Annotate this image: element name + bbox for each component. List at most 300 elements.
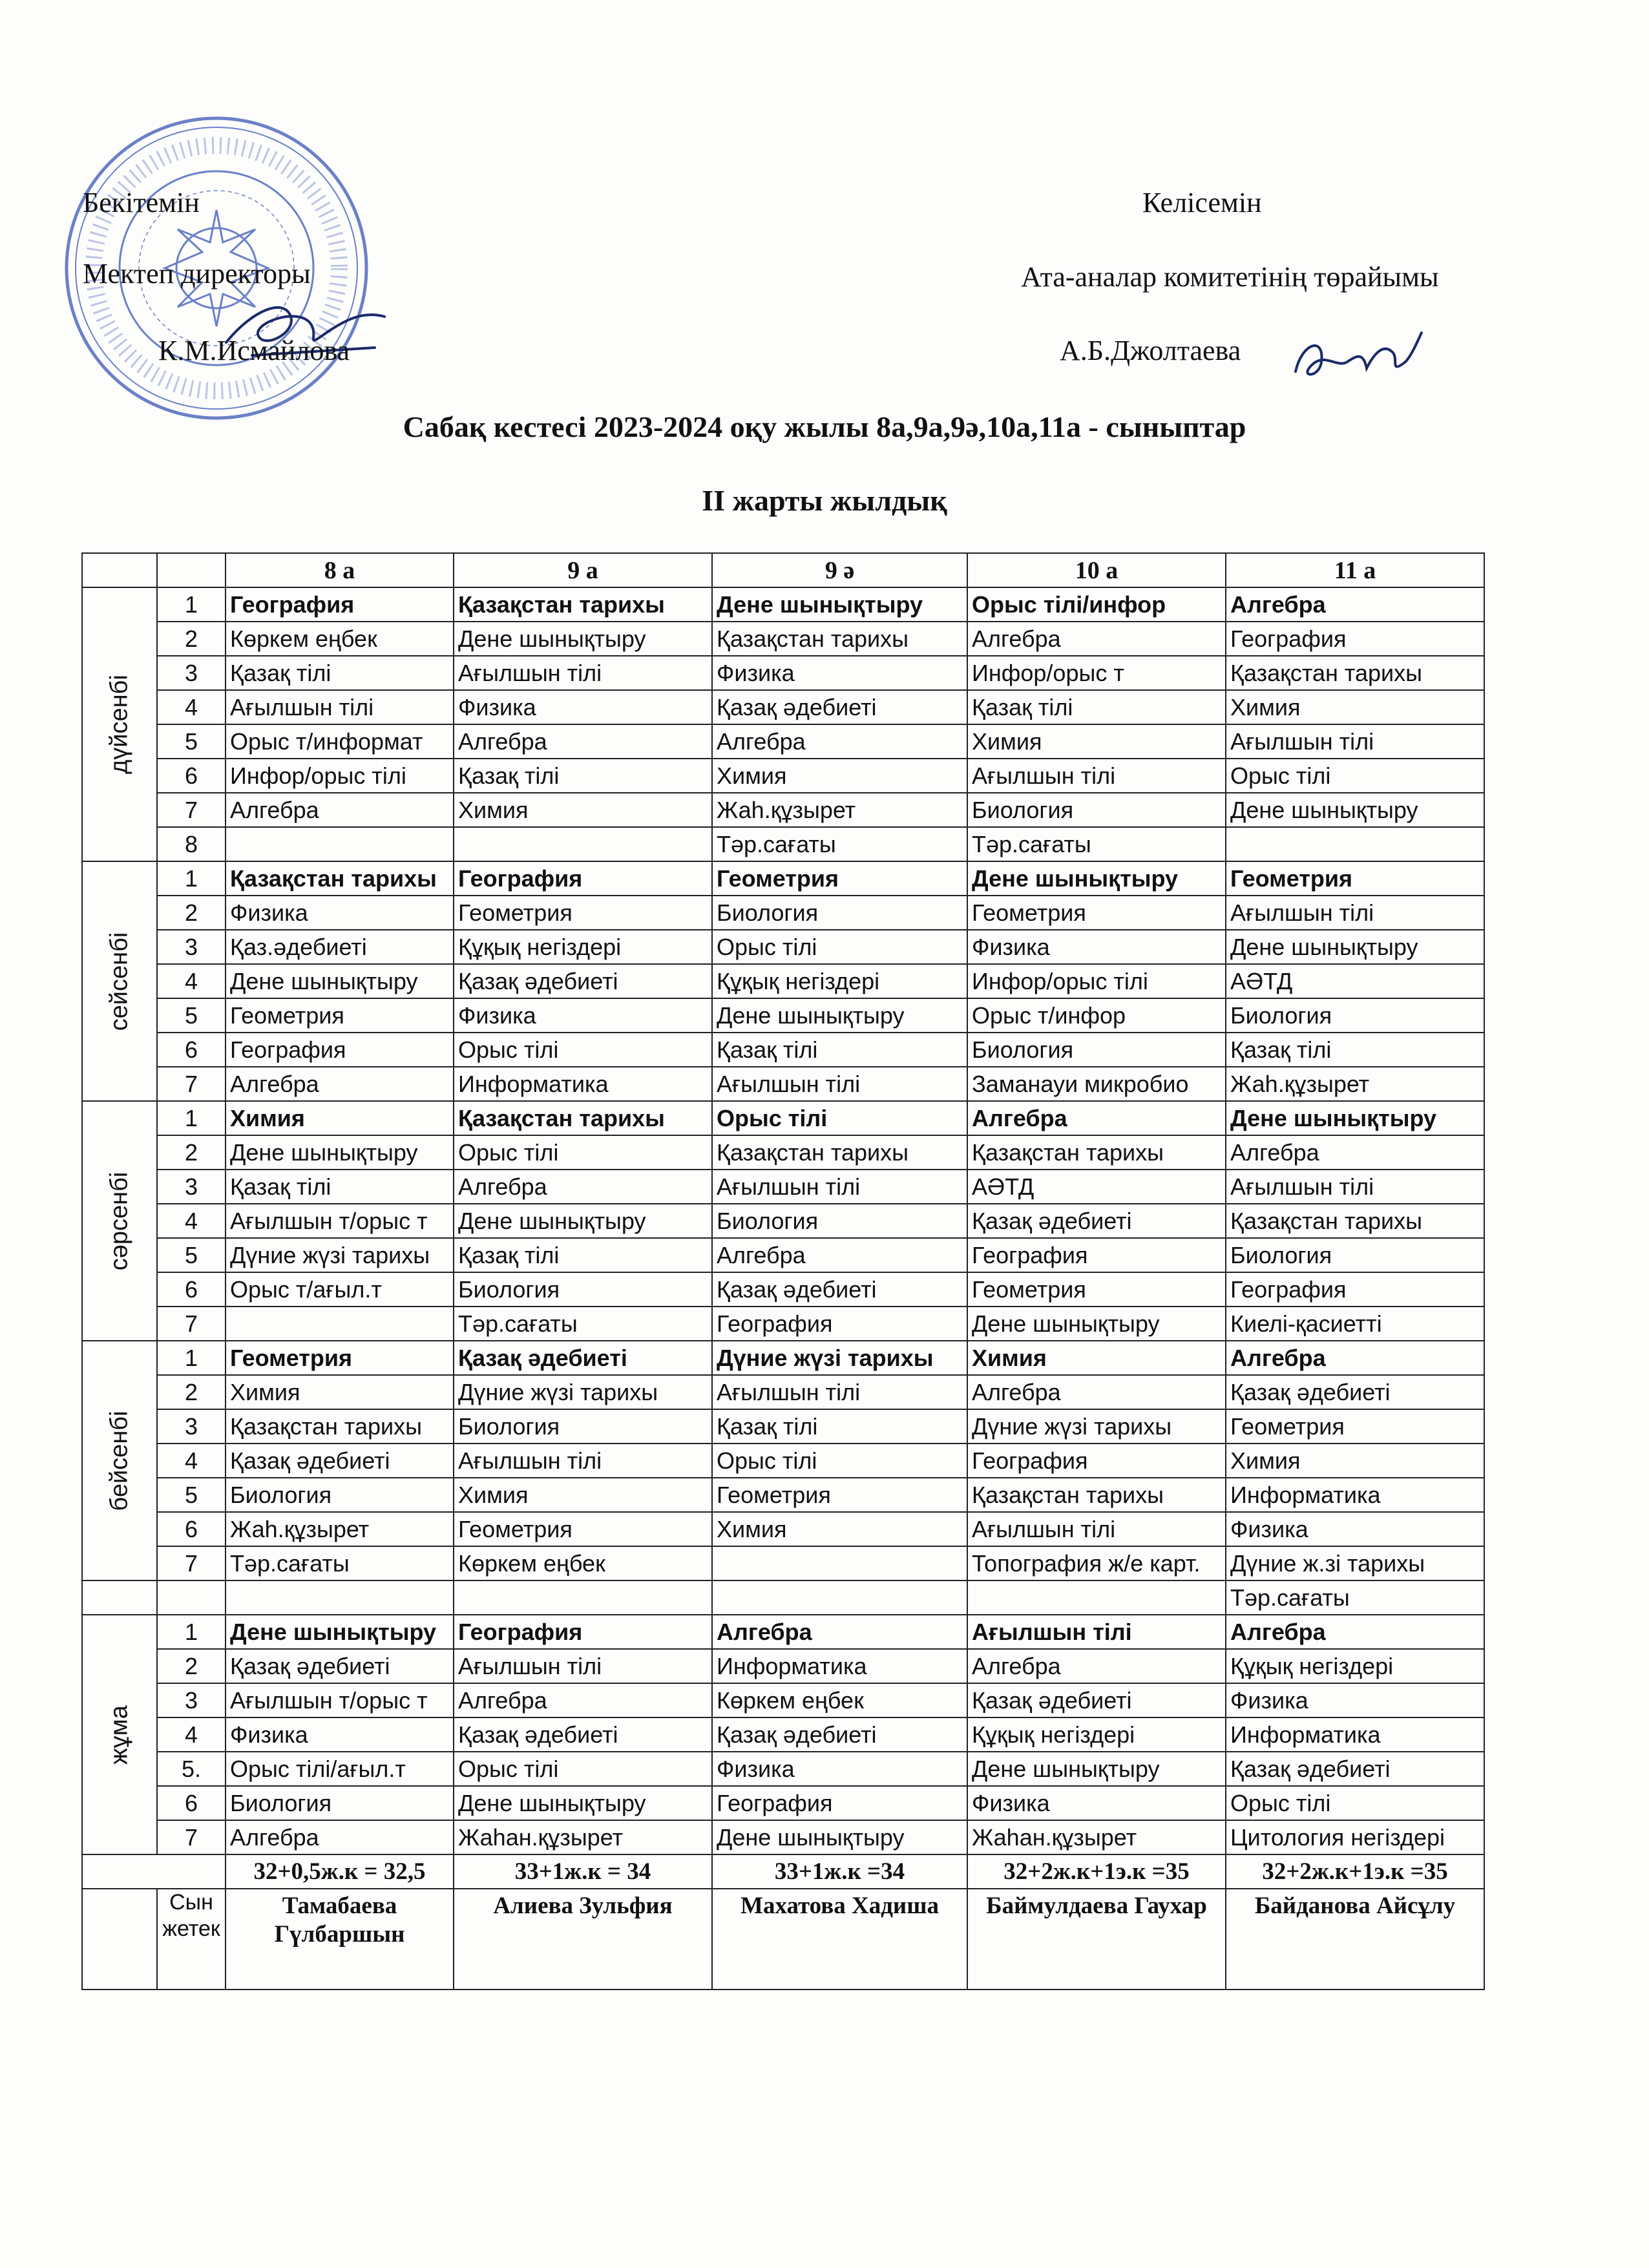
- subject-cell: Қазақстан тарихы: [967, 1478, 1226, 1512]
- subject-cell: Физика: [967, 1786, 1226, 1820]
- lesson-row: [82, 827, 1484, 861]
- lesson-row: [82, 1170, 1484, 1204]
- subject-cell: География: [1226, 622, 1484, 656]
- subject-cell: География: [226, 587, 454, 622]
- subject-cell: Дене шынықтыру: [226, 1615, 454, 1649]
- subject-cell: Қазақ тілі: [967, 690, 1226, 724]
- lesson-row: [82, 1478, 1484, 1512]
- day-label-cell: [82, 1101, 157, 1341]
- lesson-row: [82, 1786, 1484, 1820]
- lesson-row: [82, 1820, 1484, 1854]
- lesson-row: [82, 1204, 1484, 1238]
- subject-cell: Қазақстан тарихы: [454, 587, 712, 622]
- subject-cell: Ағылшын тілі: [454, 1444, 712, 1478]
- subject-cell: Химия: [967, 724, 1226, 759]
- subject-cell: Орыс т/информат: [226, 724, 454, 759]
- lesson-number: 6: [157, 1786, 226, 1820]
- class-teacher-name: Махатова Хадиша: [712, 1889, 967, 1990]
- subject-cell: [226, 827, 454, 861]
- lesson-number: 1: [157, 587, 226, 622]
- subject-cell: Орыс тілі: [1226, 1786, 1484, 1820]
- class-header: 9 ә: [712, 553, 967, 587]
- subject-cell: География: [1226, 1272, 1484, 1307]
- subject-cell: Қазақстан тарихы: [712, 1135, 967, 1170]
- hours-total: 32+2ж.к+1э.к =35: [967, 1854, 1226, 1889]
- hours-total: 33+1ж.к =34: [712, 1854, 967, 1889]
- lesson-row: [82, 998, 1484, 1033]
- subject-cell: Алгебра: [712, 1615, 967, 1649]
- subject-cell: Қазақстан тарихы: [226, 861, 454, 896]
- subject-cell: Дене шынықтыру: [967, 1307, 1226, 1341]
- lesson-number: 1: [157, 1615, 226, 1649]
- subject-cell: Физика: [226, 896, 454, 930]
- subject-cell: Алгебра: [454, 724, 712, 759]
- day-label: дүйсенбі: [105, 675, 133, 774]
- subject-cell: Химия: [226, 1101, 454, 1135]
- subject-cell: Орыс тілі: [712, 930, 967, 964]
- subject-cell: Геометрия: [454, 896, 712, 930]
- lesson-number: 6: [157, 1033, 226, 1067]
- subject-cell: Қазақ тілі: [226, 656, 454, 690]
- lesson-number: 4: [157, 690, 226, 724]
- lesson-number: 4: [157, 1444, 226, 1478]
- class-teacher-name: Баймулдаева Гаухар: [967, 1889, 1226, 1990]
- subject-cell: География: [454, 861, 712, 896]
- subject-cell: Алгебра: [1226, 1135, 1484, 1170]
- subject-cell: Алгебра: [1226, 1341, 1484, 1375]
- subject-cell: Орыс тілі: [712, 1444, 967, 1478]
- subject-cell: Цитология негіздері: [1226, 1820, 1484, 1854]
- approval-right-title: Келісемін: [1142, 187, 1262, 218]
- subject-cell: Құқық негіздері: [712, 964, 967, 998]
- subject-cell: Жаһан.құзырет: [454, 1820, 712, 1854]
- subject-cell: Қазақ әдебиеті: [967, 1683, 1226, 1717]
- subject-cell: Қазақ әдебиеті: [1226, 1752, 1484, 1786]
- subject-cell: Қаз.әдебиеті: [226, 930, 454, 964]
- lesson-number: 7: [157, 1307, 226, 1341]
- subject-cell: Геометрия: [226, 1341, 454, 1375]
- lesson-row: [82, 656, 1484, 690]
- subject-cell: Дүние жүзі тарихы: [454, 1375, 712, 1409]
- subject-cell: Дене шынықтыру: [454, 1204, 712, 1238]
- class-header: 9 а: [454, 553, 712, 587]
- subject-cell: Геометрия: [1226, 1409, 1484, 1444]
- subject-cell: Дене шынықтыру: [1226, 1101, 1484, 1135]
- subject-cell: Химия: [712, 1512, 967, 1546]
- class-header-row: [82, 553, 1484, 587]
- lesson-number: 6: [157, 759, 226, 793]
- subject-cell: Химия: [226, 1375, 454, 1409]
- lesson-row: [82, 1033, 1484, 1067]
- subject-cell: Геометрия: [226, 998, 454, 1033]
- lesson-row: [82, 622, 1484, 656]
- subject-cell: Құқық негіздері: [454, 930, 712, 964]
- subject-cell: Қазақстан тарихы: [226, 1409, 454, 1444]
- hours-total: 32+0,5ж.к = 32,5: [226, 1854, 454, 1889]
- subject-cell: Қазақ әдебиеті: [712, 1272, 967, 1307]
- day-label: жұма: [105, 1705, 133, 1765]
- subject-cell: Қазақ әдебиеті: [1226, 1375, 1484, 1409]
- subject-cell: Информатика: [454, 1067, 712, 1101]
- lesson-row: [82, 1307, 1484, 1341]
- subject-cell: Геометрия: [712, 1478, 967, 1512]
- subject-cell: Химия: [454, 1478, 712, 1512]
- subject-cell: Орыс т/ағыл.т: [226, 1272, 454, 1307]
- subject-cell: Ағылшын тілі: [1226, 896, 1484, 930]
- totals-blank: [82, 1854, 226, 1889]
- subject-cell: Ағылшын тілі: [967, 1615, 1226, 1649]
- lesson-row: [82, 930, 1484, 964]
- lesson-number: 2: [157, 1375, 226, 1409]
- subject-cell: Орыс тілі: [454, 1752, 712, 1786]
- subject-cell: Дене шынықтыру: [967, 861, 1226, 896]
- subject-cell: [226, 1580, 454, 1615]
- subject-cell: Физика: [454, 690, 712, 724]
- lesson-row: [82, 587, 1484, 622]
- lesson-number: 7: [157, 1067, 226, 1101]
- lesson-row: [82, 690, 1484, 724]
- lesson-row: [82, 759, 1484, 793]
- subject-cell: Химия: [454, 793, 712, 827]
- lesson-number: 5: [157, 998, 226, 1033]
- lesson-number: 5: [157, 1238, 226, 1272]
- subject-cell: Биология: [967, 1033, 1226, 1067]
- day-label-cell: [82, 1341, 157, 1580]
- subject-cell: Ағылшын т/орыс т: [226, 1683, 454, 1717]
- day-label-cell: [82, 1615, 157, 1854]
- subject-cell: Қазақ тілі: [712, 1409, 967, 1444]
- lesson-number: 1: [157, 1101, 226, 1135]
- lesson-number: 2: [157, 1649, 226, 1683]
- lesson-row: [82, 1238, 1484, 1272]
- lesson-row: [82, 1341, 1484, 1375]
- subject-cell: Ағылшын тілі: [454, 1649, 712, 1683]
- subject-cell: Геометрия: [454, 1512, 712, 1546]
- totals-row: [82, 1854, 1484, 1889]
- subject-cell: Инфор/орыс тілі: [226, 759, 454, 793]
- lesson-row: [82, 1512, 1484, 1546]
- subject-cell: [967, 1580, 1226, 1615]
- lesson-number: 3: [157, 1409, 226, 1444]
- subject-cell: Алгебра: [967, 1375, 1226, 1409]
- class-teacher-name: Тамабаева Гүлбаршын: [226, 1889, 454, 1990]
- subject-cell: Қазақ тілі: [1226, 1033, 1484, 1067]
- lesson-number: 1: [157, 861, 226, 896]
- subject-cell: Биология: [226, 1478, 454, 1512]
- subject-cell: Биология: [454, 1409, 712, 1444]
- subject-cell: Ағылшын тілі: [712, 1067, 967, 1101]
- subject-cell: Инфор/орыс тілі: [967, 964, 1226, 998]
- subject-cell: Орыс тілі: [712, 1101, 967, 1135]
- subject-cell: [712, 1546, 967, 1580]
- schedule-table: [81, 552, 1485, 1990]
- subject-cell: Дене шынықтыру: [454, 622, 712, 656]
- subject-cell: Информатика: [1226, 1478, 1484, 1512]
- approval-left-position: Мектеп директоры: [83, 258, 311, 289]
- subject-cell: Геометрия: [712, 861, 967, 896]
- subject-cell: Қазақ әдебиеті: [967, 1204, 1226, 1238]
- subject-cell: Физика: [712, 1752, 967, 1786]
- lesson-row: [82, 1649, 1484, 1683]
- subject-cell: Қазақ әдебиеті: [454, 964, 712, 998]
- lesson-number: 5: [157, 1478, 226, 1512]
- subject-cell: Геометрия: [967, 1272, 1226, 1307]
- lesson-row: [82, 1752, 1484, 1786]
- subject-cell: Алгебра: [226, 1820, 454, 1854]
- committee-chair-signature: [1286, 317, 1428, 394]
- subject-cell: [1226, 827, 1484, 861]
- class-teacher-label: Сын жетек: [157, 1889, 226, 1990]
- subject-cell: Ағылшын тілі: [967, 759, 1226, 793]
- subject-cell: Геометрия: [1226, 861, 1484, 896]
- subject-cell: Жаһ.құзырет: [1226, 1067, 1484, 1101]
- subject-cell: География: [967, 1444, 1226, 1478]
- header-blank-number: [157, 553, 226, 587]
- subject-cell: Ағылшын тілі: [1226, 724, 1484, 759]
- subject-cell: Алгебра: [226, 793, 454, 827]
- subject-cell: Дене шынықтыру: [226, 964, 454, 998]
- lesson-number: 3: [157, 656, 226, 690]
- lesson-number: 7: [157, 1546, 226, 1580]
- document-subtitle: ІІ жарты жылдық: [702, 484, 947, 517]
- subject-cell: Алгебра: [712, 724, 967, 759]
- subject-cell: География: [712, 1307, 967, 1341]
- hours-total: 33+1ж.к = 34: [454, 1854, 712, 1889]
- subject-cell: Информатика: [712, 1649, 967, 1683]
- subject-cell: Ағылшын тілі: [967, 1512, 1226, 1546]
- subject-cell: [226, 1307, 454, 1341]
- lesson-row: [82, 1375, 1484, 1409]
- subject-cell: Қазақ әдебиеті: [712, 690, 967, 724]
- extra-blank: [82, 1580, 157, 1615]
- subject-cell: [712, 1580, 967, 1615]
- lesson-number: 3: [157, 930, 226, 964]
- class-header: 10 а: [967, 553, 1226, 587]
- lesson-number: 6: [157, 1512, 226, 1546]
- subject-cell: Жаһан.құзырет: [967, 1820, 1226, 1854]
- lesson-number: 5.: [157, 1752, 226, 1786]
- subject-cell: Дүние жүзі тарихы: [967, 1409, 1226, 1444]
- subject-cell: АӘТД: [1226, 964, 1484, 998]
- subject-cell: Қазақ тілі: [226, 1170, 454, 1204]
- subject-cell: Дене шынықтыру: [712, 998, 967, 1033]
- subject-cell: Дене шынықтыру: [1226, 793, 1484, 827]
- lesson-number: 4: [157, 1204, 226, 1238]
- subject-cell: Тәр.сағаты: [1226, 1580, 1484, 1615]
- lesson-number: 8: [157, 827, 226, 861]
- subject-cell: Топография ж/е карт.: [967, 1546, 1226, 1580]
- subject-cell: Қазақ әдебиеті: [712, 1717, 967, 1752]
- lesson-number: 4: [157, 1717, 226, 1752]
- class-header: 11 а: [1226, 553, 1484, 587]
- subject-cell: Қазақстан тарихы: [712, 622, 967, 656]
- subject-cell: Ағылшын тілі: [226, 690, 454, 724]
- lesson-number: 5: [157, 724, 226, 759]
- subject-cell: Дүние ж.зі тарихы: [1226, 1546, 1484, 1580]
- subject-cell: Қазақ әдебиеті: [454, 1717, 712, 1752]
- subject-cell: Ағылшын т/орыс т: [226, 1204, 454, 1238]
- document-title: Сабақ кестесі 2023-2024 оқу жылы 8а,9а,9ә,10а,11а - сыныптар: [403, 410, 1246, 443]
- subject-cell: Алгебра: [967, 1101, 1226, 1135]
- subject-cell: Дене шынықтыру: [967, 1752, 1226, 1786]
- subject-cell: Көркем еңбек: [712, 1683, 967, 1717]
- lesson-row: [82, 1615, 1484, 1649]
- subject-cell: Дүние жүзі тарихы: [226, 1238, 454, 1272]
- header-blank-day: [82, 553, 157, 587]
- lesson-number: 7: [157, 1820, 226, 1854]
- subject-cell: Биология: [454, 1272, 712, 1307]
- subject-cell: Алгебра: [226, 1067, 454, 1101]
- class-teachers-row: [82, 1889, 1484, 1990]
- subject-cell: Ағылшын тілі: [454, 656, 712, 690]
- subject-cell: [454, 827, 712, 861]
- subject-cell: Ағылшын тілі: [712, 1375, 967, 1409]
- class-header: 8 а: [226, 553, 454, 587]
- subject-cell: Биология: [712, 896, 967, 930]
- lesson-row: [82, 1444, 1484, 1478]
- lesson-row: [82, 1135, 1484, 1170]
- subject-cell: Орыс т/инфор: [967, 998, 1226, 1033]
- subject-cell: Қазақ әдебиеті: [226, 1444, 454, 1478]
- lesson-row: [82, 861, 1484, 896]
- subject-cell: Орыс тілі: [1226, 759, 1484, 793]
- teachers-blank: [82, 1889, 157, 1990]
- subject-cell: Тәр.сағаты: [226, 1546, 454, 1580]
- subject-cell: Орыс тілі/ағыл.т: [226, 1752, 454, 1786]
- subject-cell: [454, 1580, 712, 1615]
- subject-cell: Қазақ тілі: [454, 759, 712, 793]
- day-label-cell: [82, 861, 157, 1101]
- subject-cell: Көркем еңбек: [226, 622, 454, 656]
- lesson-row: [82, 793, 1484, 827]
- subject-cell: Физика: [226, 1717, 454, 1752]
- subject-cell: Қазақ әдебиеті: [226, 1649, 454, 1683]
- extra-row: [82, 1580, 1484, 1615]
- day-label: сейсенбі: [105, 932, 133, 1031]
- subject-cell: Құқық негіздері: [967, 1717, 1226, 1752]
- subject-cell: Құқық негіздері: [1226, 1649, 1484, 1683]
- subject-cell: Химия: [712, 759, 967, 793]
- class-teacher-name: Алиева Зульфия: [454, 1889, 712, 1990]
- approval-left-name: К.М.Исмайлова: [158, 335, 350, 366]
- day-label-cell: [82, 587, 157, 861]
- hours-total: 32+2ж.к+1э.к =35: [1226, 1854, 1484, 1889]
- lesson-number: 4: [157, 964, 226, 998]
- subject-cell: Химия: [1226, 690, 1484, 724]
- subject-cell: Дене шынықтыру: [454, 1786, 712, 1820]
- extra-blank: [157, 1580, 226, 1615]
- lesson-row: [82, 1546, 1484, 1580]
- subject-cell: Биология: [226, 1786, 454, 1820]
- lesson-number: 1: [157, 1341, 226, 1375]
- subject-cell: Алгебра: [454, 1683, 712, 1717]
- class-teacher-name: Байданова Айсұлу: [1226, 1889, 1484, 1990]
- subject-cell: Алгебра: [454, 1170, 712, 1204]
- lesson-row: [82, 1717, 1484, 1752]
- approval-right-name: А.Б.Джолтаева: [1060, 335, 1241, 366]
- subject-cell: Инфор/орыс т: [967, 656, 1226, 690]
- subject-cell: Физика: [712, 656, 967, 690]
- lesson-row: [82, 1409, 1484, 1444]
- day-label: бейсенбі: [105, 1410, 133, 1511]
- lesson-number: 2: [157, 896, 226, 930]
- subject-cell: География: [454, 1615, 712, 1649]
- lesson-row: [82, 1683, 1484, 1717]
- subject-cell: Физика: [1226, 1512, 1484, 1546]
- subject-cell: Ағылшын тілі: [712, 1170, 967, 1204]
- subject-cell: Орыс тілі/инфор: [967, 587, 1226, 622]
- approval-right-position: Ата-аналар комитетінің төрайымы: [1021, 261, 1439, 293]
- lesson-number: 2: [157, 1135, 226, 1170]
- subject-cell: Физика: [1226, 1683, 1484, 1717]
- subject-cell: Биология: [1226, 1238, 1484, 1272]
- subject-cell: Қазақстан тарихы: [1226, 1204, 1484, 1238]
- subject-cell: Дене шынықтыру: [712, 1820, 967, 1854]
- subject-cell: Дене шынықтыру: [712, 587, 967, 622]
- lesson-number: 2: [157, 622, 226, 656]
- subject-cell: Қазақ тілі: [454, 1238, 712, 1272]
- subject-cell: Геометрия: [967, 896, 1226, 930]
- subject-cell: Алгебра: [967, 622, 1226, 656]
- subject-cell: Алгебра: [1226, 587, 1484, 622]
- lesson-row: [82, 1101, 1484, 1135]
- subject-cell: Қазақстан тарихы: [1226, 656, 1484, 690]
- subject-cell: Киелі-қасиетті: [1226, 1307, 1484, 1341]
- subject-cell: Қазақ әдебиеті: [454, 1341, 712, 1375]
- lesson-row: [82, 896, 1484, 930]
- subject-cell: Дүние жүзі тарихы: [712, 1341, 967, 1375]
- approval-left-title: Бекітемін: [83, 187, 200, 218]
- lesson-number: 7: [157, 793, 226, 827]
- subject-cell: Биология: [1226, 998, 1484, 1033]
- subject-cell: География: [712, 1786, 967, 1820]
- subject-cell: Қазақстан тарихы: [967, 1135, 1226, 1170]
- subject-cell: Дене шынықтыру: [226, 1135, 454, 1170]
- lesson-row: [82, 1272, 1484, 1307]
- subject-cell: Биология: [712, 1204, 967, 1238]
- subject-cell: Алгебра: [712, 1238, 967, 1272]
- subject-cell: Алгебра: [1226, 1615, 1484, 1649]
- subject-cell: Физика: [967, 930, 1226, 964]
- lesson-number: 3: [157, 1170, 226, 1204]
- subject-cell: Алгебра: [967, 1649, 1226, 1683]
- subject-cell: Көркем еңбек: [454, 1546, 712, 1580]
- subject-cell: Жаһ.құзырет: [712, 793, 967, 827]
- subject-cell: География: [226, 1033, 454, 1067]
- subject-cell: Химия: [967, 1341, 1226, 1375]
- lesson-row: [82, 1067, 1484, 1101]
- subject-cell: Тәр.сағаты: [712, 827, 967, 861]
- subject-cell: Химия: [1226, 1444, 1484, 1478]
- lesson-number: 3: [157, 1683, 226, 1717]
- subject-cell: Заманауи микробио: [967, 1067, 1226, 1101]
- lesson-number: 6: [157, 1272, 226, 1307]
- subject-cell: Информатика: [1226, 1717, 1484, 1752]
- subject-cell: Жаһ.құзырет: [226, 1512, 454, 1546]
- subject-cell: Тәр.сағаты: [967, 827, 1226, 861]
- subject-cell: Дене шынықтыру: [1226, 930, 1484, 964]
- lesson-row: [82, 964, 1484, 998]
- subject-cell: Тәр.сағаты: [454, 1307, 712, 1341]
- lesson-row: [82, 724, 1484, 759]
- subject-cell: Ағылшын тілі: [1226, 1170, 1484, 1204]
- subject-cell: Орыс тілі: [454, 1135, 712, 1170]
- subject-cell: Қазақстан тарихы: [454, 1101, 712, 1135]
- subject-cell: Қазақ тілі: [712, 1033, 967, 1067]
- subject-cell: Биология: [967, 793, 1226, 827]
- subject-cell: АӘТД: [967, 1170, 1226, 1204]
- subject-cell: Орыс тілі: [454, 1033, 712, 1067]
